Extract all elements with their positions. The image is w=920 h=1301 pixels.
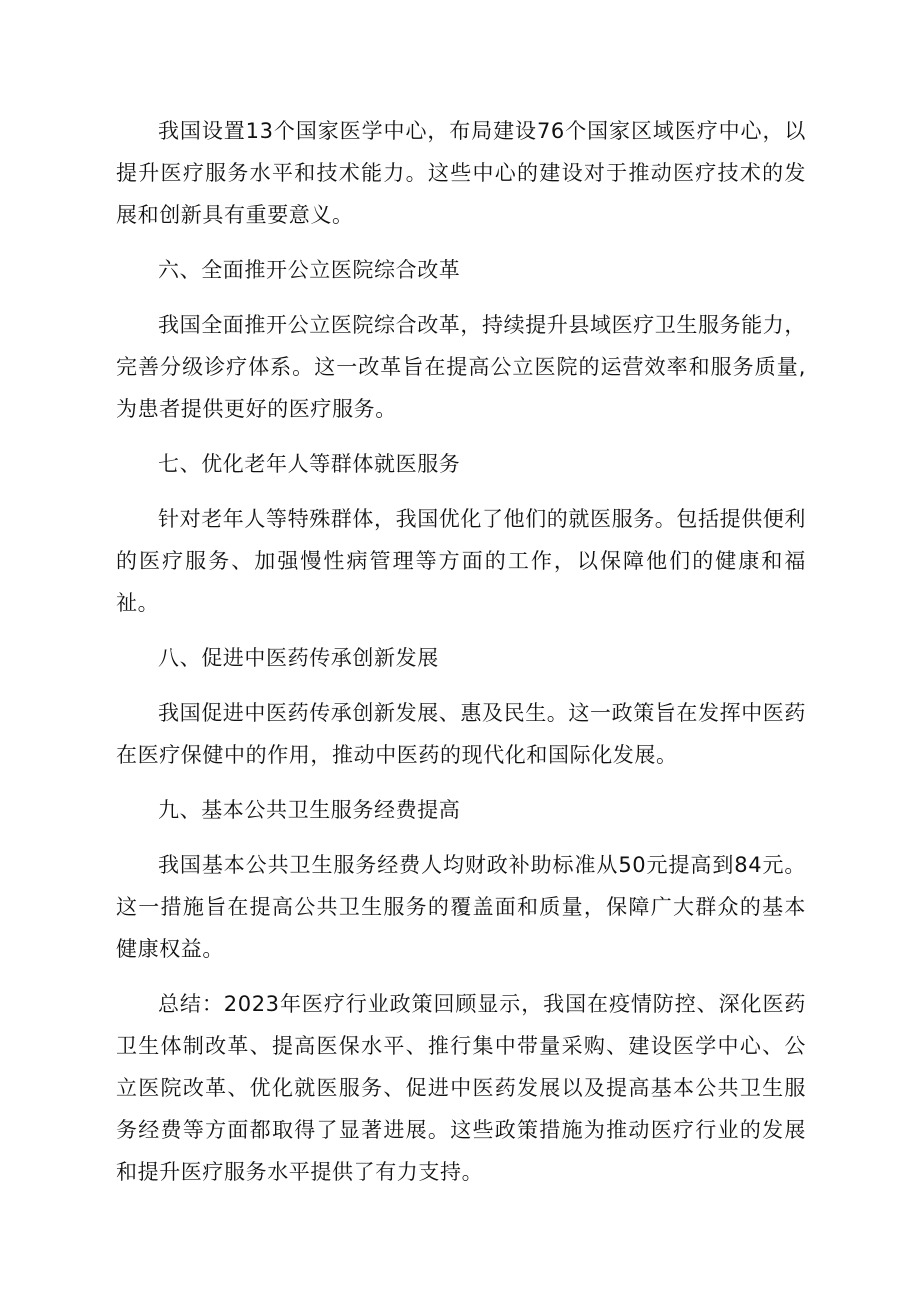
section-heading-8: 八、促进中医药传承创新发展 — [158, 646, 439, 670]
paragraph-elderly-services: 针对老年人等特殊群体，我国优化了他们的就医服务。包括提供便利的医疗服务、加强慢性病管理等方面的工作，以保障他们的健康和福祉。 — [116, 507, 806, 615]
paragraph-medical-centers: 我国设置13个国家医学中心，布局建设76个国家区域医疗中心，以提升医疗服务水平和技术能力。这些中心的建设对于推动医疗技术的发展和创新具有重要意义。 — [116, 119, 806, 227]
paragraph-summary: 总结：2023年医疗行业政策回顾显示，我国在疫情防控、深化医药卫生体制改革、提高医保水平、推行集中带量采购、建设医学中心、公立医院改革、优化就医服务、促进中医药发展以及提高基本公共卫生服务经费等方面都取得了显著进展。这些政策措施为推动医疗行业的发展和提升医疗服务水平提供了有力支持。 — [116, 992, 806, 1184]
paragraph-hospital-reform: 我国全面推开公立医院综合改革，持续提升县域医疗卫生服务能力，完善分级诊疗体系。这一改革旨在提高公立医院的运营效率和服务质量,为患者提供更好的医疗服务。 — [116, 313, 806, 421]
section-heading-9: 九、基本公共卫生服务经费提高 — [158, 798, 461, 822]
paragraph-public-health-funding: 我国基本公共卫生服务经费人均财政补助标准从50元提高到84元。这一措施旨在提高公共卫生服务的覆盖面和质量，保障广大群众的基本健康权益。 — [116, 853, 806, 961]
section-heading-6: 六、全面推开公立医院综合改革 — [158, 258, 461, 282]
paragraph-tcm-development: 我国促进中医药传承创新发展、惠及民生。这一政策旨在发挥中医药在医疗保健中的作用，推动中医药的现代化和国际化发展。 — [116, 701, 806, 767]
section-heading-7: 七、优化老年人等群体就医服务 — [158, 452, 461, 476]
document-body — [116, 110, 806, 1206]
